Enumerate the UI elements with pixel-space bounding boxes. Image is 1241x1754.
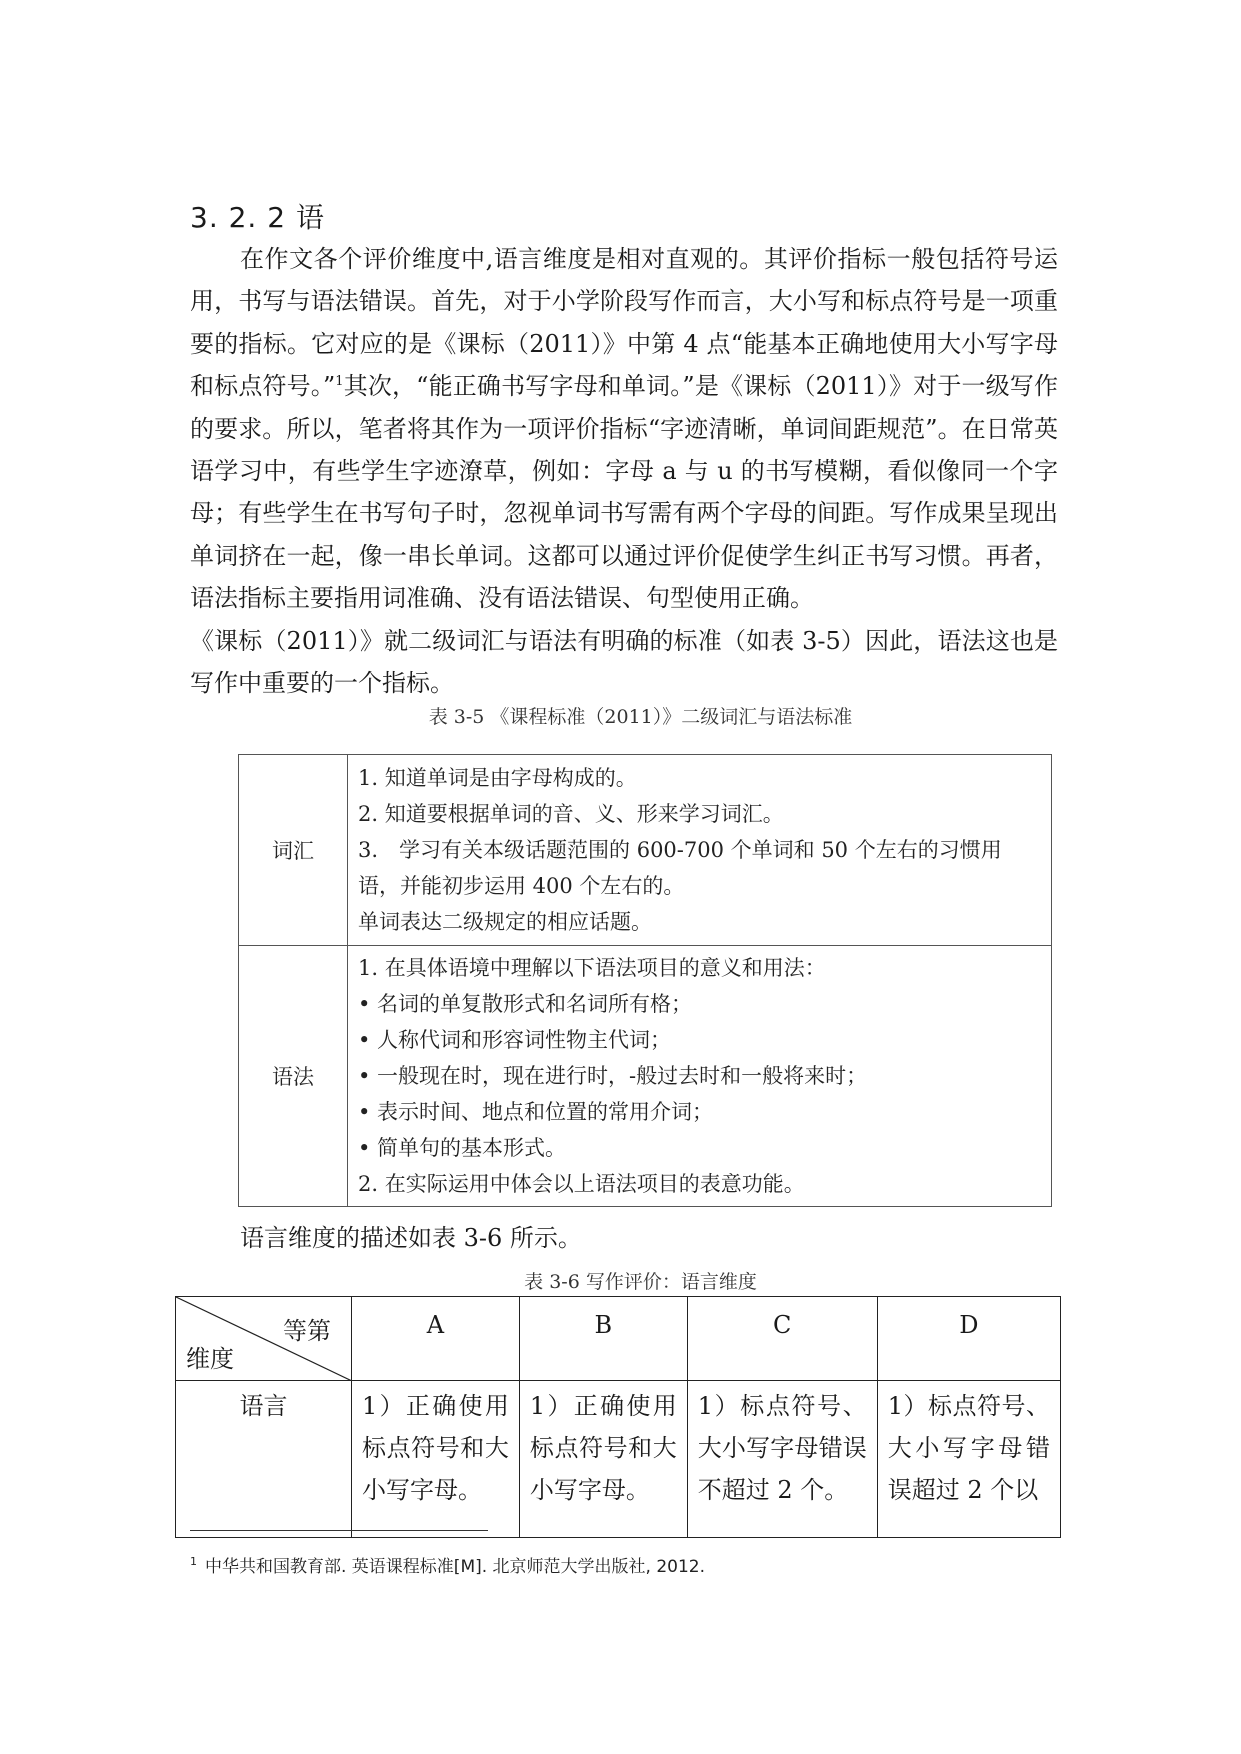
grammar-line-1: 1. 在具体语境中理解以下语法项目的意义和用法： (358, 956, 826, 980)
grammar-line-3: • 人称代词和形容词性物主代词； (358, 1028, 672, 1052)
table-row-language (176, 1381, 1061, 1538)
footnote-reference[interactable]: 1 (335, 374, 344, 390)
diagonal-header-cell (176, 1297, 352, 1381)
grade-c-header: C (687, 1297, 877, 1381)
grammar-line-7: 2. 在实际运用中体会以上语法项目的表意功能。 (358, 1172, 805, 1196)
body-paragraph (190, 238, 1058, 704)
footnote-text: 中华共和国教育部. 英语课程标准[M]. 北京师范大学出版社, 2012. (205, 1557, 706, 1577)
grammar-line-5: • 表示时间、地点和位置的常用介词； (358, 1100, 714, 1124)
grade-a-header: A (352, 1297, 520, 1381)
section-heading: 3. 2. 2 语 (190, 201, 325, 234)
grade-d-header: D (877, 1297, 1060, 1381)
grammar-line-2: • 名词的单复散形式和名词所有格； (358, 992, 693, 1016)
vocab-line-4: 单词表达二级规定的相应话题。 (358, 910, 652, 934)
vocab-line-1: 1. 知道单词是由字母构成的。 (358, 766, 637, 790)
row-label-vocabulary: 词汇 (239, 755, 348, 946)
paragraph-part-2: 其次，“能正确书写字母和单词。”是《课标（2011）》对于一级写作的要求。所以，笔者将其作为一项评价指标“字迹清晰，单词间距规范”。在日常英语学习中，有些学生字迹潦草，例如：字母 a 与 u 的书写模糊，看似像同一个字母；有些学生在书写句子时，忽视单词书写需有两个字母的间距。写作成果呈现出单词挤在一起，像一串长单词。这都可以通过评价促使学生纠正书写习惯。再者，语法指标主要指用词准确、没有语法错误、句型使用正确。 (190, 372, 1058, 613)
paragraph-continuation: 《课标（2011）》就二级词汇与语法有明确的标准（如表 3-5）因此，语法这也是写作中重要的一个指标。 (190, 626, 1058, 698)
vocabulary-standards-cell (348, 755, 1052, 946)
header-grade-label: 等第 (283, 1317, 331, 1345)
footnote-divider (190, 1530, 488, 1531)
row-label-grammar: 语法 (239, 946, 348, 1207)
row-label-language: 语言 (176, 1381, 352, 1538)
table-3-6-caption: 表 3-6 写作评价：语言维度 (524, 1271, 757, 1293)
vocab-line-3: 3. 学习有关本级话题范围的 600-700 个单词和 50 个左右的习惯用语，并能初步运用 400 个左右的。 (358, 838, 1002, 898)
header-dimension-label: 维度 (186, 1345, 234, 1373)
table-3-5-caption: 表 3-5 《课程标准（2011）》二级词汇与语法标准 (428, 706, 853, 728)
table-header-row (176, 1297, 1061, 1381)
grammar-line-6: • 简单句的基本形式。 (358, 1136, 567, 1160)
grade-b-header: B (519, 1297, 687, 1381)
vocab-line-2: 2. 知道要根据单词的音、义、形来学习词汇。 (358, 802, 784, 826)
paragraph-text (190, 238, 1058, 620)
grammar-standards-cell (348, 946, 1052, 1207)
grade-c-cell: 1）标点符号、大小写字母错误不超过 2 个。 (687, 1381, 877, 1538)
table-3-5 (238, 754, 1052, 1207)
grade-d-cell: 1）标点符号、大小写字母错误超过 2 个以 (877, 1381, 1060, 1538)
grade-a-cell: 1）正确使用标点符号和大小写字母。 (352, 1381, 520, 1538)
table-3-6 (175, 1296, 1061, 1538)
table-row-grammar (239, 946, 1052, 1207)
footnote-mark: 1 (190, 1555, 197, 1569)
grade-b-cell: 1）正确使用标点符号和大小写字母。 (519, 1381, 687, 1538)
grammar-line-4: • 一般现在时，现在进行时，-般过去时和一般将来时； (358, 1064, 868, 1088)
table-row-vocabulary (239, 755, 1052, 946)
paragraph-part-1: 在作文各个评价维度中,语言维度是相对直观的。其评价指标一般包括符号运用，书写与语法错误。首先，对于小学阶段写作而言，大小写和标点符号是一项重要的指标。它对应的是《课标（2011）》中第 4 点“能基本正确地使用大小写字母和标点符号。” (190, 245, 1058, 401)
footnote (190, 1552, 705, 1577)
lead-text: 语言维度的描述如表 3-6 所示。 (240, 1224, 582, 1252)
